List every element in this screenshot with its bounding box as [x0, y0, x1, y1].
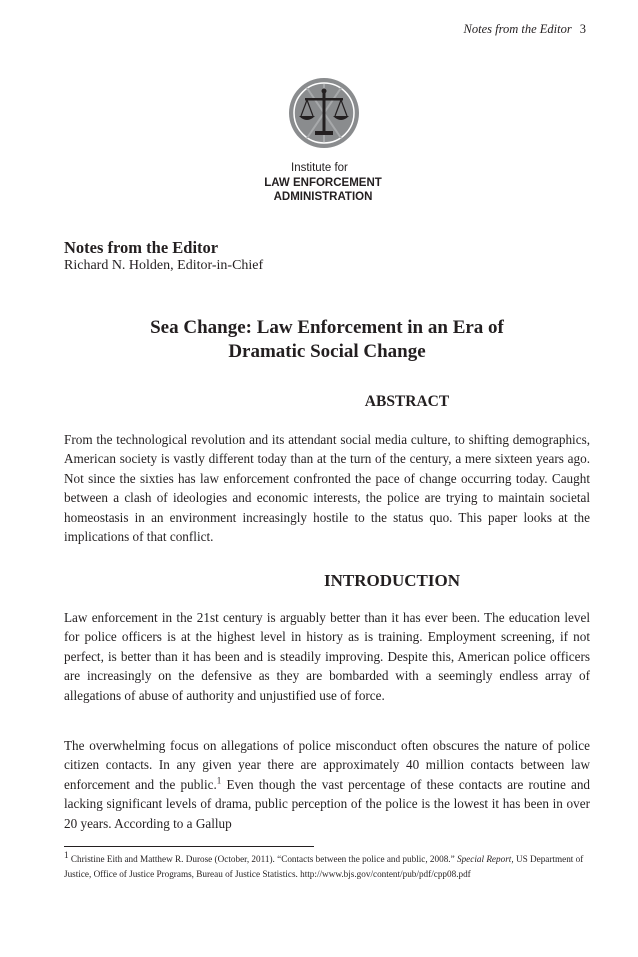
section-author: Richard N. Holden, Editor-in-Chief: [64, 258, 264, 273]
institute-logo: [262, 76, 386, 206]
paragraph-2-text: The overwhelming focus on allegations of police misconduct often obscures the nature of police citizen contacts. In any given year there are approximately 40 million contacts between law enforcement and the public.: [64, 738, 590, 792]
footnote-italic: Special Report,: [456, 854, 514, 864]
article-title-line-2: Dramatic Social Change: [228, 341, 426, 362]
article-title-line-1: Sea Change: Law Enforcement in an Era of: [150, 317, 504, 338]
footnote: [64, 849, 594, 882]
article-title: [64, 316, 590, 364]
footnote-number: 1: [64, 849, 69, 860]
logo-line-1: Institute for: [291, 162, 348, 174]
footnote-rule: [64, 846, 314, 847]
abstract-text: From the technological revolution and its attendant social media culture, to shifting demographics, American society is vastly different today than at the turn of the century, a mere sixteen years ago. Not since the sixties has law enforcement confronted the pace of change occurring today. Caught between a clash of ideologies and economic interests, the police are trying to maintain societal homeostasis in an environment increasingly hostile to the status quo. This paper looks at the implications of that conflict.: [64, 432, 590, 545]
section-title: Notes from the Editor: [64, 238, 219, 257]
page-number: 3: [579, 22, 586, 36]
running-head-title: Notes from the Editor: [463, 22, 572, 36]
footnote-text: Christine Eith and Matthew R. Durose (October, 2011). “Contacts between the police and public, 2008.”: [68, 854, 457, 864]
introduction-heading: INTRODUCTION: [323, 571, 461, 590]
logo-line-3: ADMINISTRATION: [273, 191, 373, 203]
running-head: [464, 22, 586, 37]
footnote-reference: 1: [216, 775, 222, 786]
scales-of-justice-icon: [287, 76, 361, 154]
introduction-paragraph-1: Law enforcement in the 21st century is arguably better than it has ever been. The education level for police officers is at the highest level in history as is training. Employment screening, if not perfect, is better than it has been and is steadily improving. Despite this, American police officers are increasingly on the defensive as they are bombarded with a seemingly endless array of allegations of abuse of authority and unjustified use of force.: [64, 610, 590, 703]
introduction-paragraph-2: [64, 736, 590, 833]
paragraph-2-text-continued: Even though the vast percentage of these contacts are routine and lacking significant levels of drama, public perception of the police is the lowest it has been in over 20 years. According to a Gallup: [64, 776, 591, 831]
logo-line-2: LAW ENFORCEMENT: [264, 177, 382, 189]
abstract-heading: ABSTRACT: [364, 393, 450, 410]
footnote-text-continued: US Department of Justice, Office of Justice Programs, Bureau of Justice Statistics. http://www.bjs.gov/content/pub/pdf/cpp08.pdf: [64, 854, 584, 879]
